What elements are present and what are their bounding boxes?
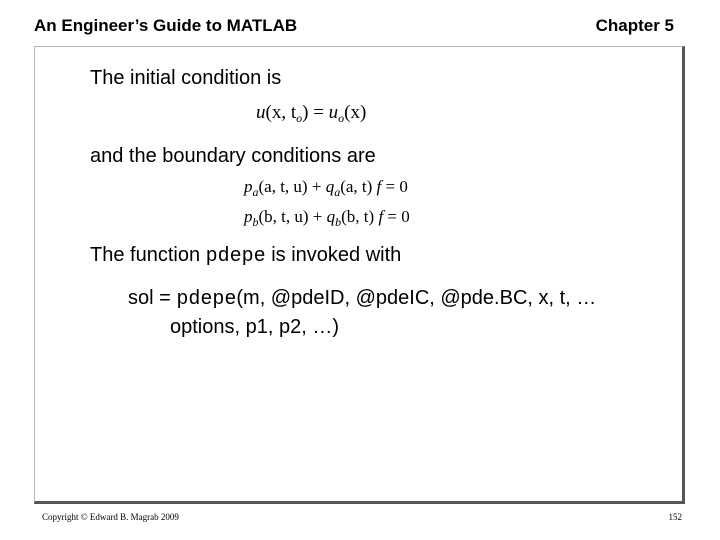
eq2-q: q xyxy=(325,177,335,196)
eq3-args2: (b, t) xyxy=(341,207,375,226)
eq2-f: f xyxy=(376,177,382,196)
pdepe-call-line1 xyxy=(128,287,596,311)
eq2-p-sub: a xyxy=(252,185,259,199)
function-invocation-text xyxy=(90,244,401,268)
call-code: pdepe xyxy=(176,288,237,311)
eq2-args2: (a, t) xyxy=(340,177,373,196)
call-pre: sol = xyxy=(128,287,177,309)
eq2-q-sub: a xyxy=(334,185,341,199)
eq2-p: p xyxy=(244,177,253,196)
boundary-conditions-text: and the boundary conditions are xyxy=(90,145,376,167)
boundary-equation-a xyxy=(244,177,408,200)
boundary-equation-b xyxy=(244,207,410,230)
eq2-plus: + xyxy=(311,177,322,196)
eq2-rhs: = 0 xyxy=(385,177,408,196)
eq3-rhs: = 0 xyxy=(387,207,410,226)
eq1-lhs-sub: o xyxy=(296,111,303,125)
pdepe-call-line2: options, p1, p2, …) xyxy=(170,316,339,338)
eq3-q-sub: b xyxy=(335,215,342,229)
header-left-title: An Engineer’s Guide to MATLAB xyxy=(34,16,298,35)
call-post: (m, @pdeID, @pdeIC, @pde.BC, x, t, … xyxy=(236,287,597,309)
eq1-rhs-u: u xyxy=(328,102,339,123)
copyright-footer: Copyright © Edward B. Magrab 2009 xyxy=(42,512,179,522)
line3-pre: The function xyxy=(90,244,206,266)
initial-condition-equation xyxy=(256,102,366,126)
eq1-lhs-u: u xyxy=(256,102,266,123)
page-number: 152 xyxy=(668,512,682,522)
eq3-f: f xyxy=(378,207,384,226)
header-chapter: Chapter 5 xyxy=(595,16,674,35)
eq1-lhs-args: (x, t xyxy=(265,102,297,123)
eq2-args1: (a, t, u) xyxy=(258,177,308,196)
line3-post: is invoked with xyxy=(265,244,402,266)
eq1-rhs-args: (x) xyxy=(344,102,367,123)
eq1-rhs-sub: o xyxy=(338,111,345,125)
eq3-p: p xyxy=(244,207,253,226)
initial-condition-text: The initial condition is xyxy=(90,67,282,89)
eq3-q: q xyxy=(326,207,336,226)
eq3-plus: + xyxy=(312,207,323,226)
pdepe-code: pdepe xyxy=(205,245,266,268)
eq3-p-sub: b xyxy=(252,215,259,229)
eq1-equals: = xyxy=(313,102,324,123)
eq3-args1: (b, t, u) xyxy=(258,207,309,226)
eq1-lhs-close: ) xyxy=(302,102,309,123)
